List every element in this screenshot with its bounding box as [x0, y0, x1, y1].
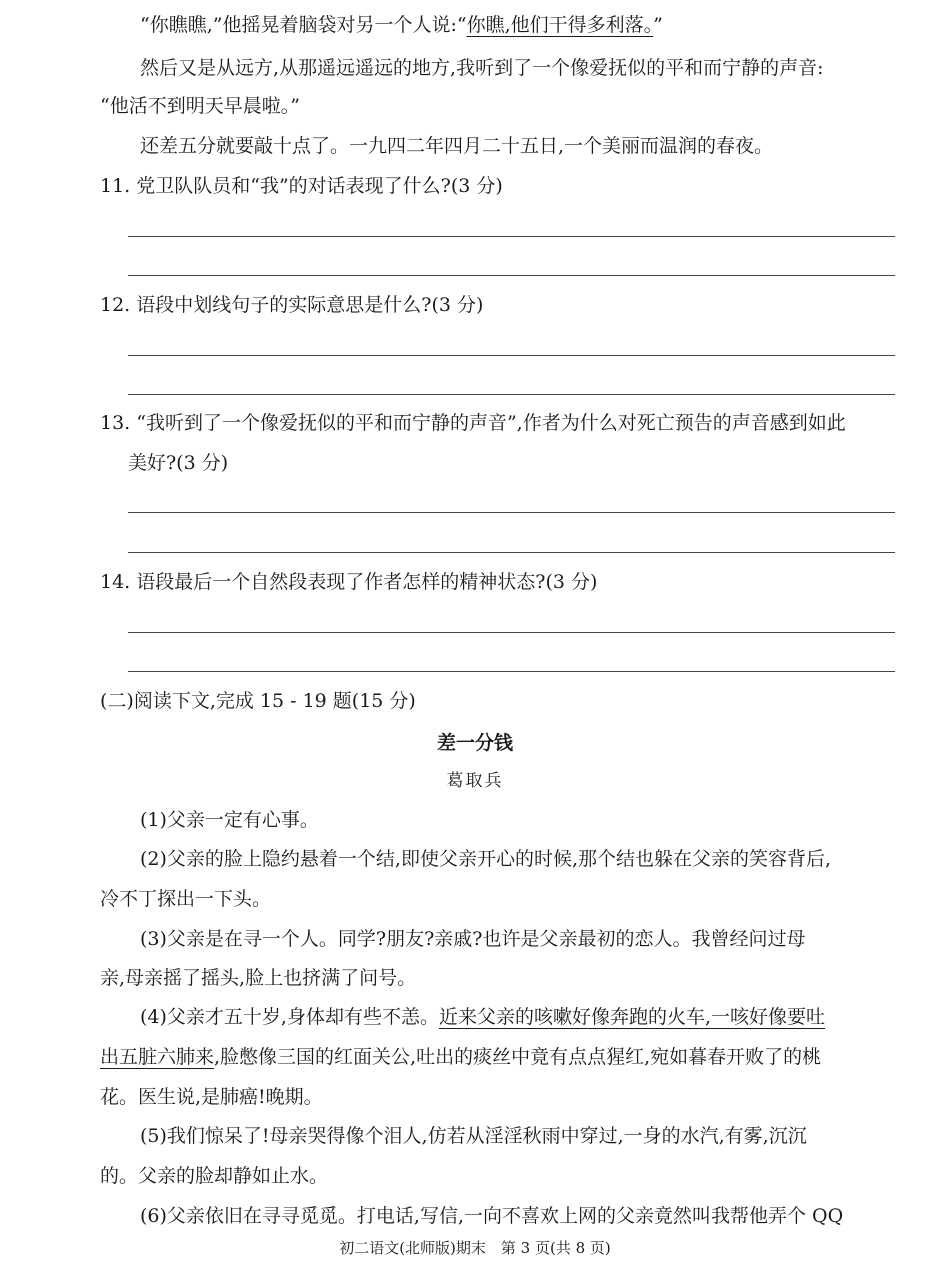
paragraph-line: 亲,母亲摇了摇头,脸上也挤满了问号。 — [100, 967, 417, 989]
paragraph-line: 冷不丁探出一下头。 — [100, 888, 272, 910]
text-span: ,脸憋像三国的红面关公,吐出的痰丝中竟有点点猩红,宛如暮春开败了的桃 — [214, 1046, 822, 1068]
question-12: 12. 语段中划线句子的实际意思是什么?(3 分) — [100, 294, 484, 316]
passage-line — [140, 12, 895, 38]
passage-line: 然后又是从远方,从那遥远遥远的地方,我听到了一个像爱抚似的平和而宁静的声音: — [140, 57, 824, 79]
answer-line[interactable] — [128, 632, 895, 633]
paragraph-line: (5)我们惊呆了!母亲哭得像个泪人,仿若从淫淫秋雨中穿过,一身的水汽,有雾,沉沉 — [140, 1125, 807, 1147]
paragraph-line: (2)父亲的脸上隐约悬着一个结,即使父亲开心的时候,那个结也躲在父亲的笑容背后, — [140, 848, 832, 870]
answer-line[interactable] — [128, 671, 895, 672]
underlined-sentence: 出五脏六肺来 — [100, 1046, 215, 1068]
article-title: 差一分钱 — [436, 732, 513, 754]
page-footer: 初二语文(北师版)期末 第 3 页(共 8 页) — [339, 1239, 611, 1257]
underlined-sentence: 近来父亲的咳嗽好像奔跑的火车,一咳好像要吐 — [438, 1006, 826, 1028]
article-author: 葛取兵 — [446, 771, 504, 791]
paragraph-line — [100, 1044, 895, 1070]
paragraph-line: (3)父亲是在寻一个人。同学?朋友?亲戚?也许是父亲最初的恋人。我曾经问过母 — [140, 928, 806, 950]
question-14: 14. 语段最后一个自然段表现了作者怎样的精神状态?(3 分) — [100, 571, 598, 593]
answer-line[interactable] — [128, 275, 895, 276]
paragraph-line: (6)父亲依旧在寻寻觅觅。打电话,写信,一向不喜欢上网的父亲竟然叫我帮他弄个 QQ — [140, 1205, 844, 1227]
paragraph-line: 花。医生说,是肺癌!晚期。 — [100, 1086, 323, 1108]
answer-line[interactable] — [128, 512, 895, 513]
answer-line[interactable] — [128, 355, 895, 356]
text-span: “你瞧瞧,”他摇晃着脑袋对另一个人说:“ — [140, 14, 467, 36]
question-11: 11. 党卫队队员和“我”的对话表现了什么?(3 分) — [100, 175, 503, 197]
text-span: (4)父亲才五十岁,身体却有些不恙。 — [140, 1006, 439, 1028]
underlined-sentence: 你瞧,他们干得多利落。 — [466, 14, 654, 36]
section-heading: (二)阅读下文,完成 15 - 19 题(15 分) — [100, 690, 416, 712]
paragraph-line: (1)父亲一定有心事。 — [140, 809, 319, 831]
answer-line[interactable] — [128, 236, 895, 237]
answer-line[interactable] — [128, 552, 895, 553]
text-span: ” — [653, 14, 663, 36]
passage-line: 还差五分就要敲十点了。一九四二年四月二十五日,一个美丽而温润的春夜。 — [140, 135, 774, 157]
paragraph-line — [140, 1004, 895, 1030]
passage-line: “他活不到明天早晨啦。” — [100, 95, 300, 117]
paragraph-line: 的。父亲的脸却静如止水。 — [100, 1165, 329, 1187]
question-13-cont: 美好?(3 分) — [128, 452, 229, 474]
answer-line[interactable] — [128, 394, 895, 395]
question-13: 13. “我听到了一个像爱抚似的平和而宁静的声音”,作者为什么对死亡预告的声音感到如此 — [100, 412, 846, 434]
